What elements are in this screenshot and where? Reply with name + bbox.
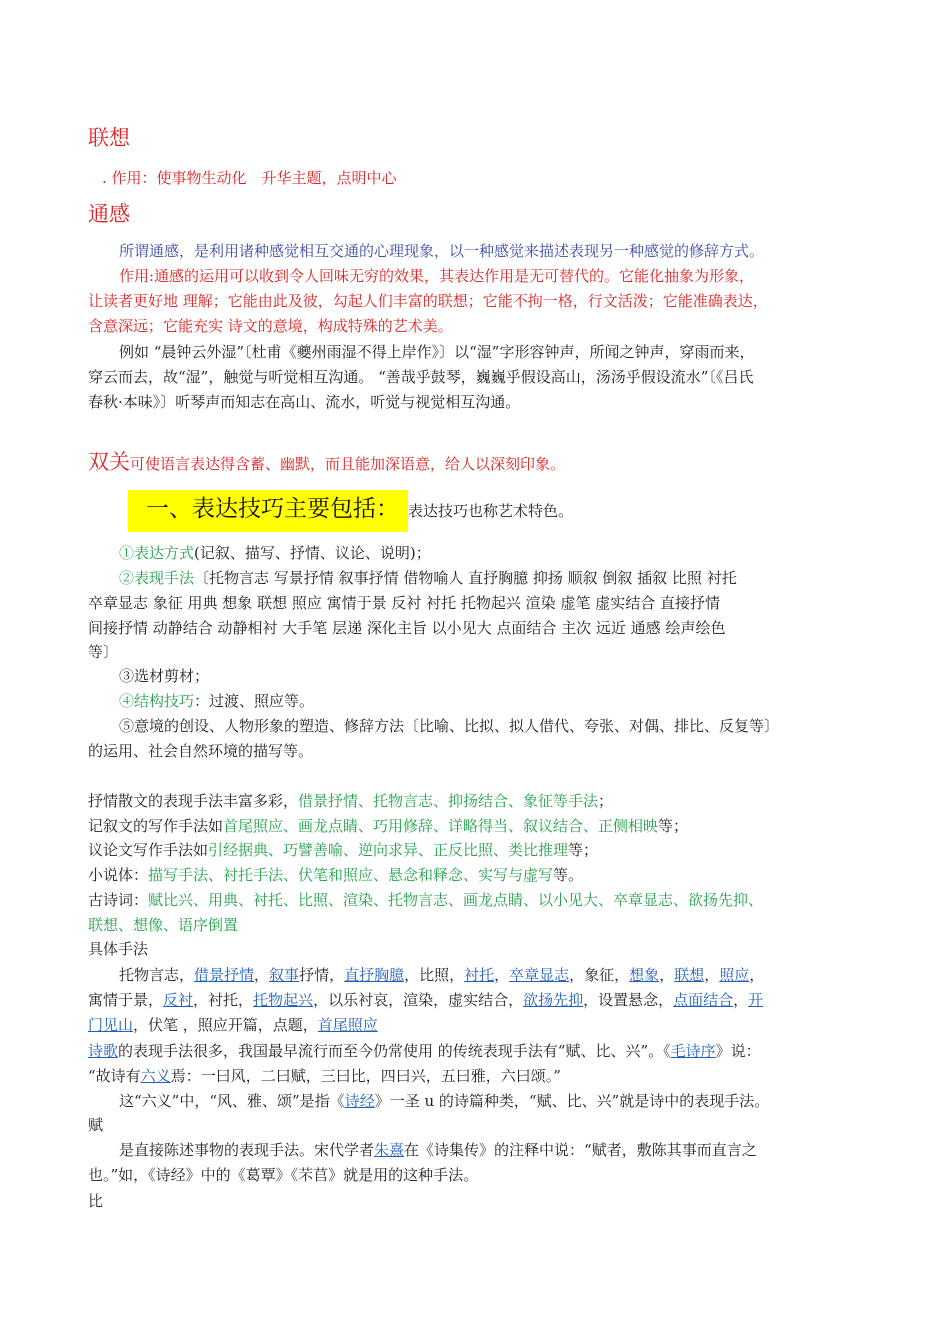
specific-p1-line1 xyxy=(88,963,875,987)
jiqiao-heading: 一、表达技巧主要包括： xyxy=(128,490,408,532)
text-segment: 在《诗集传》的注释中说：“赋者，敷陈其事而直言之 xyxy=(404,1141,757,1159)
genre-text: 议论文写作手法如 xyxy=(88,841,209,859)
genre-text: 等； xyxy=(568,841,599,859)
genre-methods: 借景抒情、托物言志、抑扬结合、象征等手法 xyxy=(298,792,599,810)
jiqiao-item2-line2: 卒章显志 象征 用典 想象 联想 照应 寓情于景 反衬 衬托 托物起兴 渲染 虚笔 虚实结合 直接抒情 xyxy=(88,594,720,612)
term-link[interactable]: 六义 xyxy=(140,1067,171,1085)
term-link[interactable]: 直抒胸臆 xyxy=(344,966,405,984)
text-segment: 》一圣 u 的诗篇种类，“赋、比、兴”就是诗中的表现手法。 xyxy=(374,1092,770,1110)
tonggan-effect-line3: 含意深远；它能充实 诗文的意境，构成特殊的艺术美。 xyxy=(88,317,453,335)
jiqiao-item5-line2: 的运用、社会自然环境的描写等。 xyxy=(88,742,314,760)
item1-text: (记叙、描写、抒情、议论、说明)； xyxy=(194,544,431,562)
term-link[interactable]: 首尾照应 xyxy=(317,1016,378,1034)
term-link[interactable]: 联想 xyxy=(674,966,705,984)
genre-methods: 首尾照应、画龙点睛、巧用修辞、详略得当、叙议结合、正侧相映 xyxy=(223,817,659,835)
text-segment: ， xyxy=(733,991,749,1009)
genre-sanwen xyxy=(88,789,844,813)
tonggan-effect-line2: 让读者更好地 理解；它能由此及彼，勾起人们丰富的联想；它能不拘一格，行文活泼；它能准确表达， xyxy=(88,292,768,310)
fu-line1 xyxy=(88,1138,875,1162)
specific-p1-line3 xyxy=(88,1013,844,1037)
text-segment: 寓情于景， xyxy=(88,991,164,1009)
text-segment: 焉：一曰风，二曰赋，三曰比，四曰兴，五曰雅，六曰颂。” xyxy=(170,1067,561,1085)
text-segment: ， xyxy=(704,966,720,984)
specific-p3-line1 xyxy=(88,1089,875,1113)
genre-methods: 引经据典、巧譬善喻、逆向求异、正反比照、类比推理 xyxy=(208,841,569,859)
text-segment: 是直接陈述事物的表现手法。宋代学者 xyxy=(119,1141,375,1159)
jiqiao-item2-line1 xyxy=(88,566,875,590)
term-link[interactable]: 卒章显志 xyxy=(509,966,570,984)
genre-text: 等； xyxy=(658,817,689,835)
term-link[interactable]: 托物起兴 xyxy=(253,991,314,1009)
item4-label: ④结构技巧 xyxy=(119,692,195,710)
specific-p1-line2 xyxy=(88,988,844,1012)
term-link[interactable]: 诗歌 xyxy=(88,1042,119,1060)
jiqiao-item3: ③选材剪材； xyxy=(119,667,210,685)
text-segment: ， xyxy=(254,966,270,984)
genre-text: 古诗词： xyxy=(88,891,149,909)
genre-yilunwen xyxy=(88,838,844,862)
text-segment: 这“六义”中，“风、雅、颂”是指《 xyxy=(119,1092,345,1110)
shuangguan-desc: 可使语言表达得含蓄、幽默，而且能加深语意，给人以深刻印象。 xyxy=(130,455,566,473)
tonggan-definition: 所谓通感，是利用诸种感觉相互交通的心理现象，以一种感觉来描述表现另一种感觉的修辞方式。 xyxy=(119,242,765,260)
text-segment: 托物言志， xyxy=(119,966,195,984)
term-link[interactable]: 照应 xyxy=(719,966,750,984)
genre-methods: 赋比兴、用典、衬托、比照、渲染、托物言志、画龙点睛、以小见大、卒章显志、欲扬先抑、 xyxy=(148,891,764,909)
fu-line2: 也。”如，《诗经》中的《葛覃》《芣苢》就是用的这种手法。 xyxy=(88,1166,479,1184)
text-segment: 》说： xyxy=(715,1042,761,1060)
tonggan-effect-line1: 作用:通感的运用可以收到令人回味无穷的效果，其表达作用是无可替代的。它能化抽象为形象， xyxy=(119,267,755,285)
heading-lianxiang: 联想 xyxy=(88,126,130,150)
term-link[interactable]: 欲扬先抑 xyxy=(523,991,584,1009)
text-segment: ，以乐衬哀，渲染，虚实结合， xyxy=(313,991,524,1009)
shuangguan-row xyxy=(88,446,565,476)
term-link[interactable]: 衬托 xyxy=(464,966,495,984)
specific-title: 具体手法 xyxy=(88,940,149,958)
fu-title: 赋 xyxy=(88,1116,104,1134)
genre-gushici-line1 xyxy=(88,888,844,912)
term-link[interactable]: 诗经 xyxy=(344,1092,375,1110)
term-link[interactable]: 点面结合 xyxy=(673,991,734,1009)
tonggan-example-line3: 春秋·本味》〕听琴声而知志在高山、流水，听觉与视觉相互沟通。 xyxy=(88,393,521,411)
term-link[interactable]: 门见山 xyxy=(88,1016,134,1034)
text-segment: 抒情， xyxy=(299,966,345,984)
text-segment: ， xyxy=(749,966,765,984)
term-link[interactable]: 朱熹 xyxy=(374,1141,405,1159)
jiqiao-item2-line4: 等〕 xyxy=(88,643,119,661)
tonggan-example-line2: 穿云而去，故“湿”，触觉与听觉相互沟通。 “善哉乎鼓琴，巍巍乎假设高山，汤汤乎假设流水”〔《吕氏 xyxy=(88,368,754,386)
text-segment: “故诗有 xyxy=(88,1067,141,1085)
genre-jixuwen xyxy=(88,814,844,838)
text-segment: ，象征， xyxy=(569,966,630,984)
term-link[interactable]: 叙事 xyxy=(269,966,300,984)
item2-text: 〔托物言志 写景抒情 叙事抒情 借物喻人 直抒胸臆 抑扬 顺叙 倒叙 插叙 比照 衬托 xyxy=(194,569,737,587)
text-segment: ，伏笔 ，照应开篇，点题， xyxy=(133,1016,318,1034)
term-link[interactable]: 想象 xyxy=(629,966,660,984)
genre-text: 小说体： xyxy=(88,866,149,884)
specific-p2-line2 xyxy=(88,1064,844,1088)
jiqiao-item4 xyxy=(88,689,875,713)
tonggan-example-line1: 例如 “晨钟云外湿”〔杜甫《夔州雨湿不得上岸作》〕以“湿”字形容钟声，所闻之钟声，穿雨而来， xyxy=(119,343,755,361)
genre-text: 等。 xyxy=(553,866,584,884)
genre-text: 记叙文的写作手法如 xyxy=(88,817,224,835)
text-segment: ， xyxy=(659,966,675,984)
jiqiao-item5-line1: ⑤意境的创设、人物形象的塑造、修辞方法〔比喻、比拟、拟人借代、夸张、对偶、排比、反复等〕 xyxy=(119,717,780,735)
jiqiao-heading-note: 表达技巧也称艺术特色。 xyxy=(408,502,574,520)
lianxiang-effect: . 作用：使事物生动化 升华主题，点明中心 xyxy=(102,169,397,187)
specific-p2-line1 xyxy=(88,1039,844,1063)
item1-label: ①表达方式 xyxy=(119,544,195,562)
item4-text: ：过渡、照应等。 xyxy=(194,692,315,710)
bi-title: 比 xyxy=(88,1192,104,1210)
jiqiao-heading-row xyxy=(128,490,573,523)
text-segment: ， xyxy=(494,966,510,984)
genre-methods: 描写手法、衬托手法、伏笔和照应、悬念和释念、实写与虚写 xyxy=(148,866,554,884)
jiqiao-item1 xyxy=(88,541,875,565)
genre-xiaoshuo xyxy=(88,863,844,887)
genre-gushici-line2: 联想、想像、语序倒置 xyxy=(88,916,239,934)
text-segment: ，衬托， xyxy=(193,991,254,1009)
item2-label: ②表现手法 xyxy=(119,569,195,587)
text-segment: ，设置悬念， xyxy=(583,991,674,1009)
term-link[interactable]: 开 xyxy=(748,991,764,1009)
heading-shuangguan: 双关 xyxy=(88,450,130,474)
term-link[interactable]: 借景抒情 xyxy=(194,966,255,984)
text-segment: 的表现手法很多，我国最早流行而至今仍常使用 的传统表现手法有“赋、比、兴”。《 xyxy=(118,1042,671,1060)
text-segment: ，比照， xyxy=(404,966,465,984)
genre-text: ； xyxy=(598,792,614,810)
term-link[interactable]: 毛诗序 xyxy=(670,1042,716,1060)
genre-text: 抒情散文的表现手法丰富多彩， xyxy=(88,792,299,810)
term-link[interactable]: 反衬 xyxy=(163,991,194,1009)
jiqiao-item2-line3: 间接抒情 动静结合 动静相衬 大手笔 层递 深化主旨 以小见大 点面结合 主次 远近 通感 绘声绘色 xyxy=(88,619,726,637)
heading-tonggan: 通感 xyxy=(88,202,130,226)
